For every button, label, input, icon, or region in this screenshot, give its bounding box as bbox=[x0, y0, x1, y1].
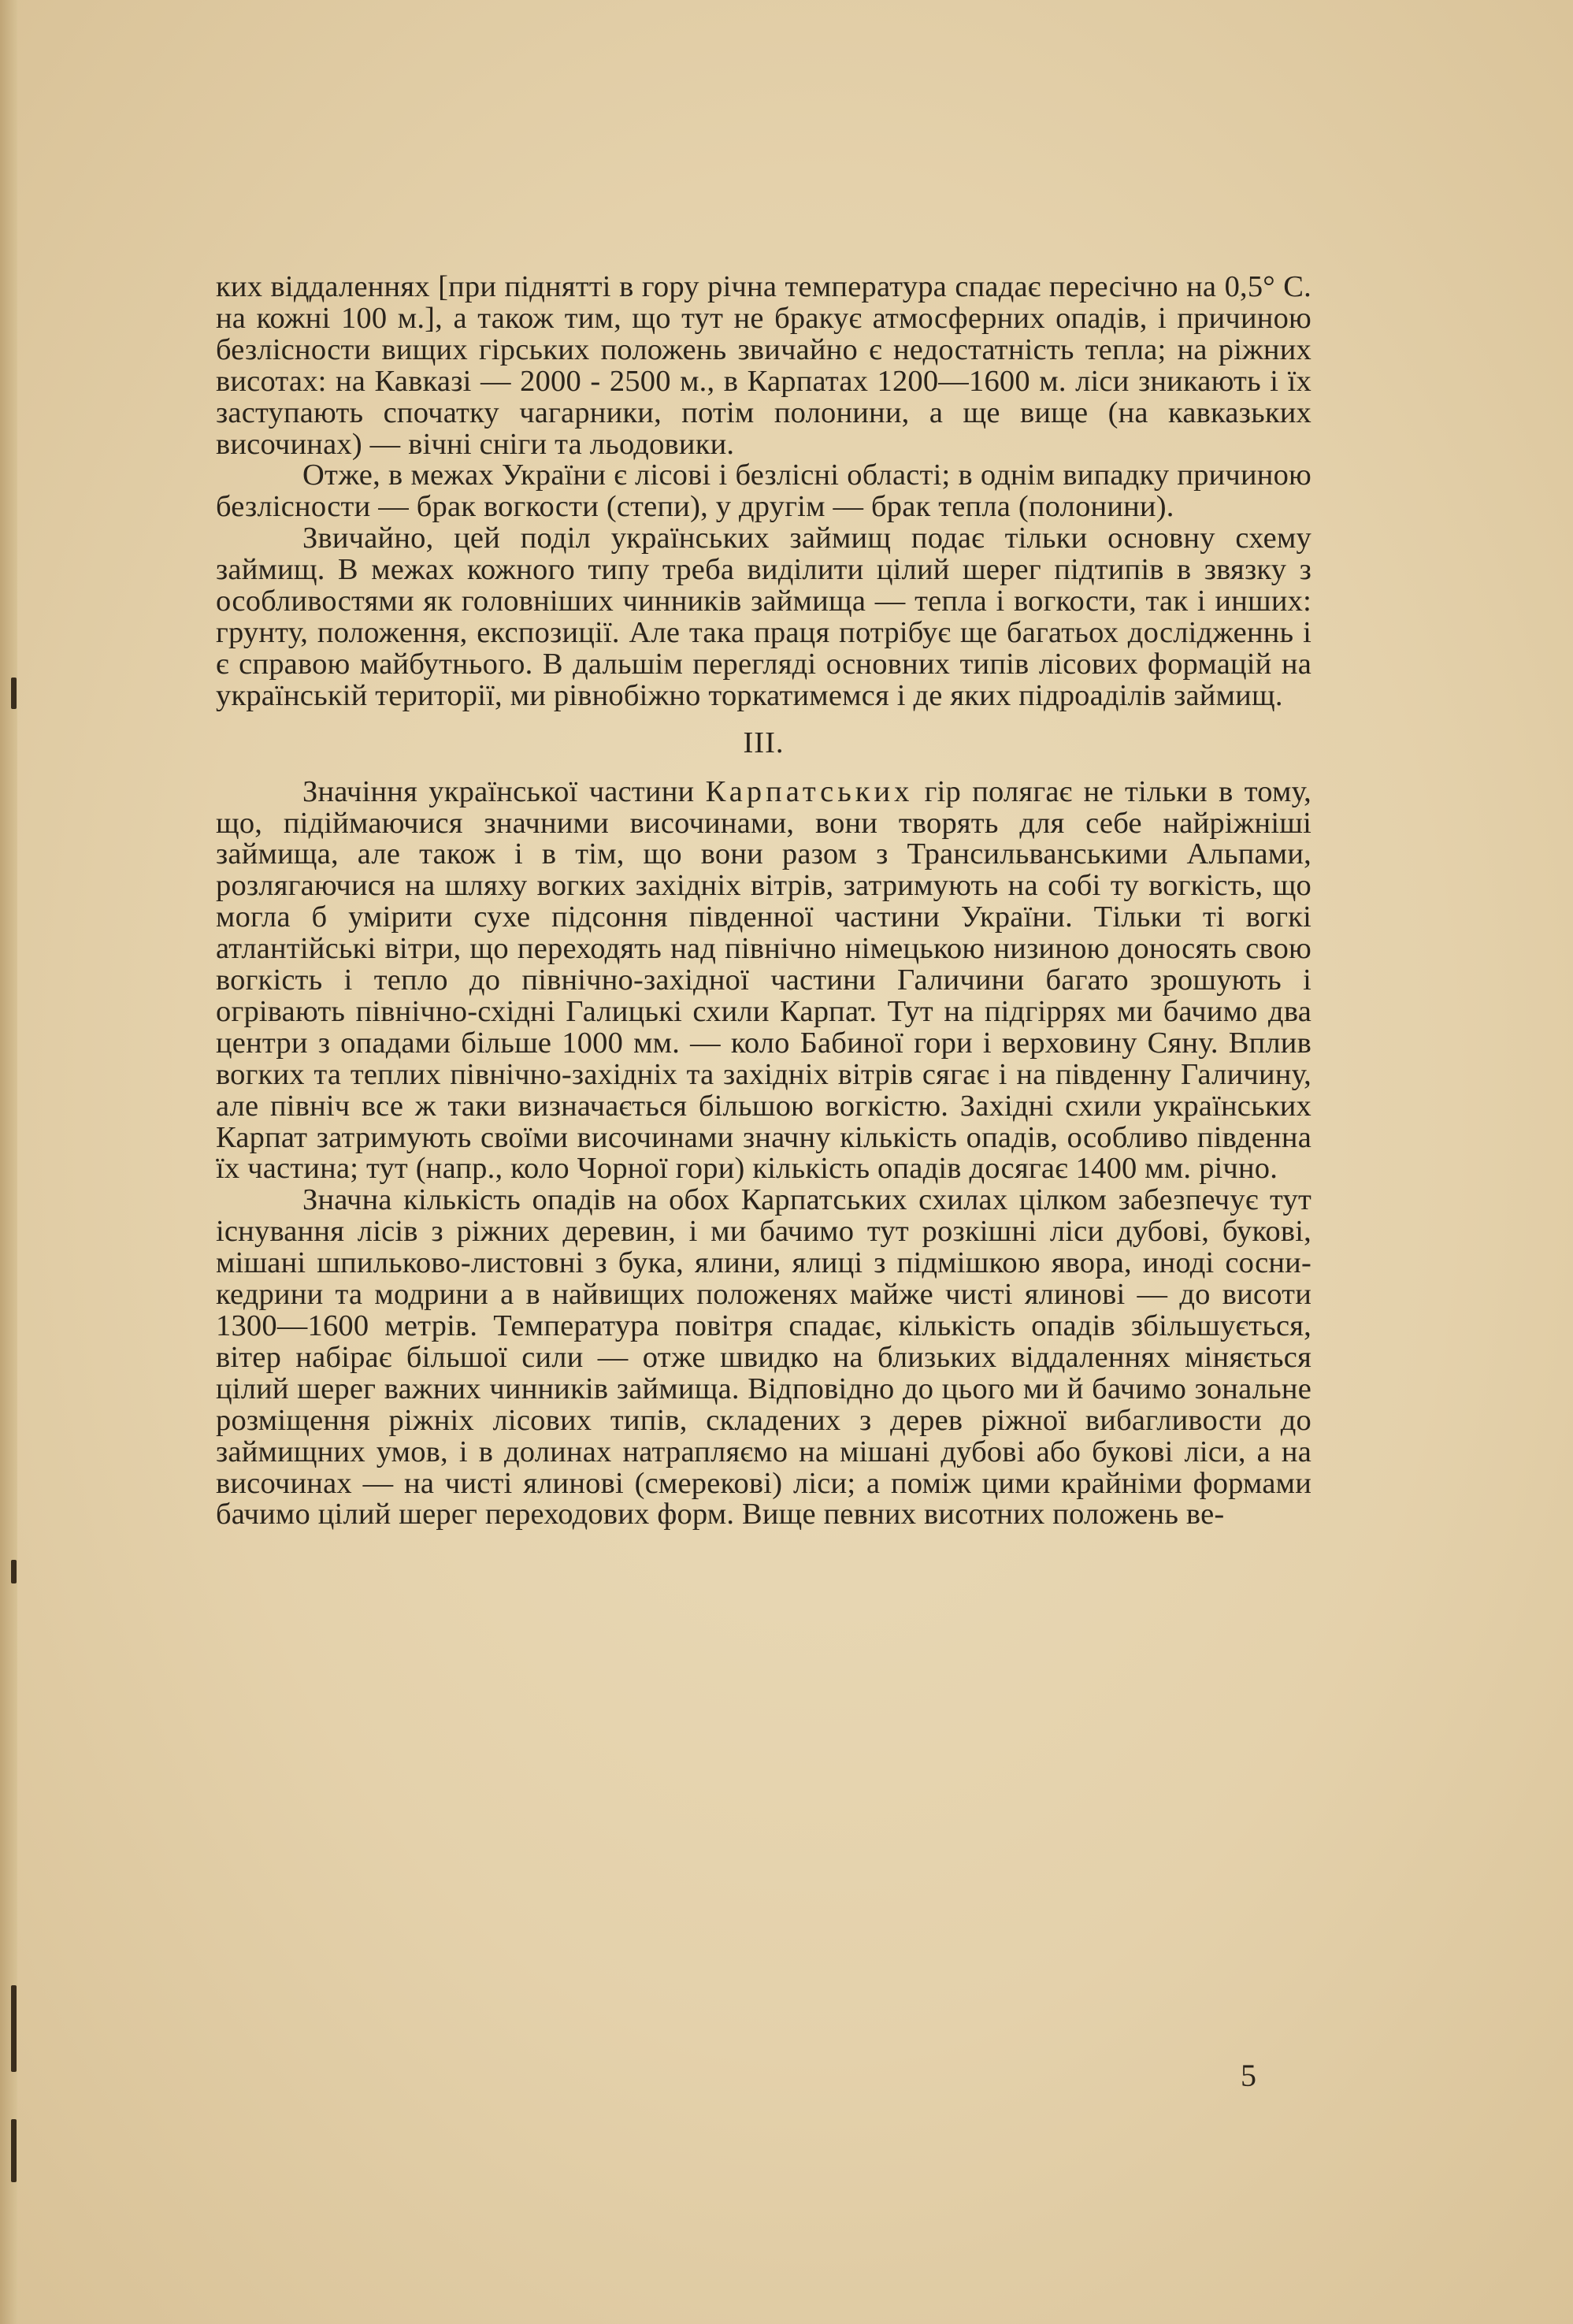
emphasized-word: Карпатських bbox=[705, 774, 914, 808]
paragraph-rest: гір полягає не тільки в тому, що, підіймаючися значними височинами, вони творять для себе найріжніші займища, але також і в тім, що вони разом з Трансильванськими Альпами, розлягаючися на шляху вогких західніх вітрів, затримують на собі ту вогкість, що могла б умірити сухе підсоння південної частини України. Тільки ті вогкі атлантійські вітри, що переходять над північно німецькою низиною доносять свою вогкість і тепло до північно-західної частини Галичини багато зрошують і огрівають північно-східні Галицькі схили Карпат. Тут на підгіррях ми бачимо два центри з опадами більше 1000 мм. — коло Бабиної гори і верховину Сяну. Вплив вогких та теплих північно-західніх та західніх вітрів сягає і на південну Галичину, але північ все ж таки визначається більшою вогкістю. Західні схили українських Карпат затримують своїми височинами значну кількість опадів, особливо південна їх частина; тут (напр., коло Чорної гори) кількість опадів досягає 1400 мм. річно. bbox=[216, 774, 1311, 1186]
paragraph-continued: ких віддаленнях [при піднятті в гору річна температура спадає пересічно на 0,5° С. на кожні 100 м.], а також тим, що тут не бракує атмосферних опадів, і причиною безлісности вищих гірських положень звичайно є недостатність тепла; на ріжних висотах: на Кавказі — 2000 - 2500 м., в Карпатах 1200—1600 м. ліси зникають і їх заступають спочатку чагарники, потім полонини, а ще вище (на кавказьких височинах) — вічні сніги та льодовики. bbox=[216, 270, 1311, 461]
page-number: 5 bbox=[1241, 2058, 1256, 2093]
binding-thread-mark bbox=[11, 1985, 17, 2072]
paragraph-start: Значіння української частини bbox=[302, 774, 695, 808]
binding-thread-mark bbox=[11, 1560, 17, 1583]
paragraph bbox=[216, 774, 1311, 1186]
binding-gutter bbox=[0, 0, 17, 2324]
body-text bbox=[216, 272, 1311, 1531]
binding-thread-mark bbox=[11, 2119, 17, 2182]
section-heading: III. bbox=[743, 726, 785, 759]
paragraph: Отже, в межах України є лісові і безлісні області; в однім випадку причиною безлісности — брак вогкости (степи), у другім — брак тепла (полонини). bbox=[216, 458, 1311, 524]
paragraph: Значна кількість опадів на обох Карпатських схилах цілком забезпечує тут існування лісів з ріжних деревин, і ми бачимо тут розкішні ліси дубові, букові, мішані шпильково-листовні з бука, ялини, ялиці з підмішкою явора, иноді сосни-кедрини та модрини а в найвищих положенях майже чисті ялинові — до висоти 1300—1600 метрів. Температура повітря спадає, кількість опадів збільшується, вітер набірає більшої сили — отже швидко на близьких віддаленнях міняється цілий шерег важних чинників займища. Відповідно до цього ми й бачимо зональне розміщення ріжніх лісових типів, складених з дерев ріжної вибагливости до займищних умов, і в долинах натрапляємо на мішані дубові або букові ліси, а на височинах — на чисті ялинові (смерекові) ліси; а поміж цими крайніми формами бачимо цілий шерег переходових форм. Вище певних висотних положень ве- bbox=[216, 1183, 1311, 1531]
paragraph: Звичайно, цей поділ українських займищ подає тільки основну схему займищ. В межах кожного типу треба виділити цілий шерег підтипів в звязку з особливостями як головніших чинників займища — тепла і вогкости, так і инших: грунту, положення, експозиції. Але така праця потрібує ще багатьох дослідженнь і є справою майбутнього. В дальшім перегляді основних типів лісових формацій на українській території, ми рівнобіжно торкатимемся і де яких підроаділів займищ. bbox=[216, 522, 1311, 712]
binding-thread-mark bbox=[11, 678, 17, 709]
